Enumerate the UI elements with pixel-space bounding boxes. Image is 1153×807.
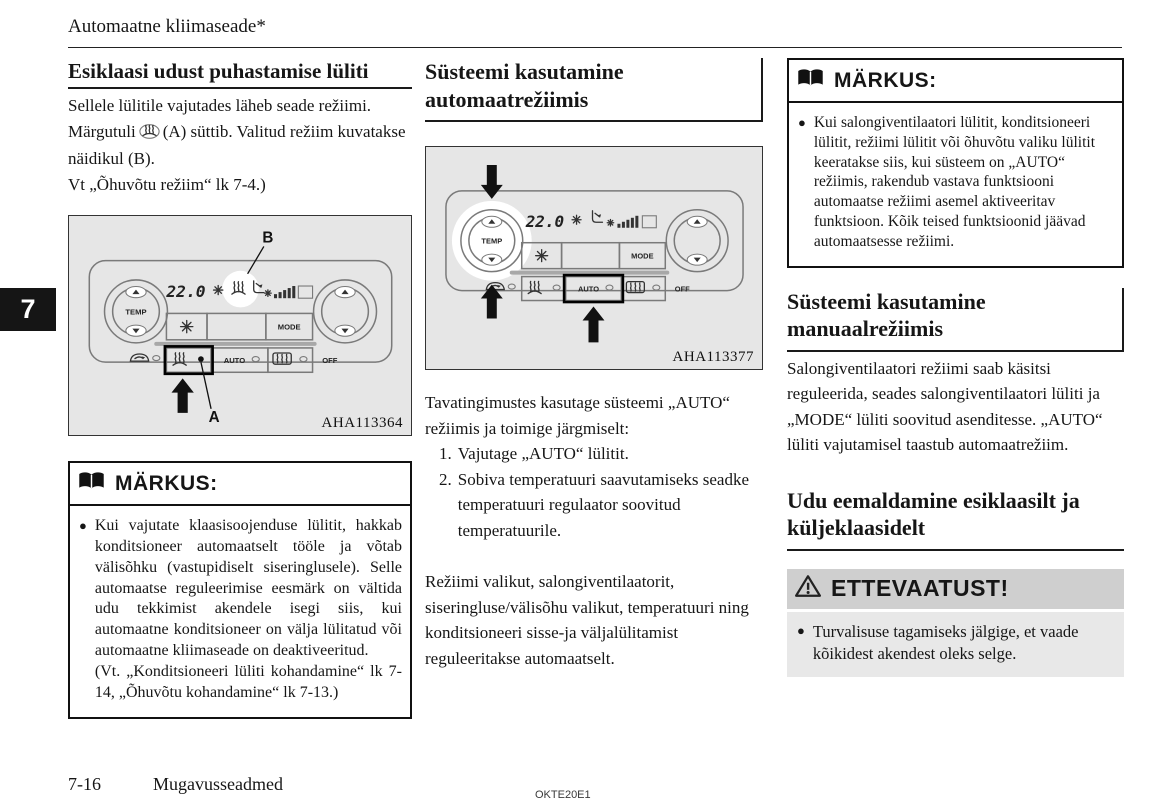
auto-mode-intro: Tavatingimustes kasutage süsteemi „AUTO“ režiimis ja toimige järgmiselt: xyxy=(425,393,730,438)
auto-mode-steps xyxy=(425,441,763,543)
climate-panel-illustration-defog xyxy=(69,216,411,426)
display-area xyxy=(525,211,657,231)
blank-button xyxy=(562,243,620,269)
fan-knob xyxy=(666,210,728,272)
press-arrow xyxy=(172,379,194,414)
note-box-right xyxy=(787,58,1124,268)
ac-indicator-icon xyxy=(214,286,223,295)
defog-button-highlight-box xyxy=(165,347,213,374)
callout-line-a xyxy=(201,362,211,409)
page-header-title: Automaatne kliimaseade* xyxy=(68,16,1122,48)
page-footer xyxy=(68,774,283,795)
caution-title-row xyxy=(787,569,1124,609)
front-defogger-button-icon xyxy=(173,353,186,365)
temp-knob-label: TEMP xyxy=(481,236,503,246)
step-2: 2. Sobiva temperatuuri saavutamiseks seadke temperatuuri regulaator soovitud temperatuurile. xyxy=(439,469,750,540)
caution-box xyxy=(787,569,1124,678)
footer-document-code: OKTE20E1 xyxy=(535,789,591,801)
right-column xyxy=(787,58,1124,677)
mode-button-label: MODE xyxy=(631,251,654,261)
note-title-text: MÄRKUS: xyxy=(115,472,218,496)
airflow-mode-icon xyxy=(593,211,603,222)
ac-button-icon xyxy=(536,250,548,262)
off-button-label: OFF xyxy=(322,356,338,366)
fan-level-bars xyxy=(274,286,295,298)
fan-gauge-outline xyxy=(298,286,312,298)
figure-auto-mode-panel xyxy=(425,146,763,370)
step-1: 1. Vajutage „AUTO“ lülitit. xyxy=(439,444,629,463)
display-temperature: 22.0 xyxy=(166,282,206,302)
mid-button-row xyxy=(522,243,666,269)
fan-indicator-icon xyxy=(607,220,613,226)
caution-text: Turvalisuse tagamiseks jälgige, et vaade kõikidest akendest oleks selge. xyxy=(812,621,1079,664)
front-defogger-button-icon xyxy=(528,281,541,293)
ac-button-icon xyxy=(181,321,193,333)
bullet-icon: ● xyxy=(797,622,805,638)
fan-knob xyxy=(314,280,377,343)
note-title-text: MÄRKUS: xyxy=(834,69,937,92)
auto-mode-outro: Režiimi valikut, salongiventilaatorit, siseringluse/välisõhu valikut, temperatuuri ning konditsioneeri sisse-ja väljalülitamist reguleeritakse automaatselt. xyxy=(425,572,749,668)
footer-section-name: Mugavusseadmed xyxy=(153,774,283,794)
note-box-left xyxy=(68,461,412,719)
temp-knob-label: TEMP xyxy=(125,307,147,317)
temp-down-press-arrow xyxy=(481,165,503,199)
fan-level-bars xyxy=(617,216,638,228)
mid-button-row xyxy=(166,314,312,340)
off-button-label: OFF xyxy=(674,284,690,294)
note-title-row xyxy=(789,60,1122,103)
bullet-icon: ● xyxy=(798,115,806,130)
auto-button-label: AUTO xyxy=(223,356,246,366)
mode-button-label: MODE xyxy=(277,322,301,332)
chapter-tab: 7 xyxy=(0,288,56,331)
note-title-row xyxy=(70,463,410,506)
left-column xyxy=(68,58,412,719)
auto-press-arrow xyxy=(583,307,605,343)
note-body xyxy=(70,506,410,717)
figure-caption: AHA113377 xyxy=(672,349,754,365)
heading-front-defogger-switch: Esiklaasi udust puhastamise lüliti xyxy=(68,58,412,89)
note-body xyxy=(789,103,1122,266)
fan-gauge-outline xyxy=(642,216,656,228)
callout-label-a: A xyxy=(208,409,220,427)
note-text: Kui salongiventilaatori lülitit, konditsioneeri lülitit, režiimi lülitit või õhuvõtu valiku lülitit keeratakse siis, kui süsteem on „AUTO“ režiimis, rakendub vastava funktsiooni automaatse režiimi asemel aktiveeritav funktsioon. Kõik teised funktsioonid jäävad automaatsesse režiimi. xyxy=(813,114,1096,250)
caution-body xyxy=(787,612,1124,678)
note-text: Kui vajutate klaasisoojenduse lülitit, hakkab konditsioneer automaatselt tööle ja võtab välisõhku (vastupidiselt siseringlusele). Selle automaatse reguleerimise eesmärk on vältida udu tekkimist akendele isegi siis, kui automaatne konditsioneer on välja lülitatud või automaatne kliimaseade on deaktiveeritud. xyxy=(94,517,402,660)
auto-button-label: AUTO xyxy=(578,284,600,294)
defogger-indicator-lamp xyxy=(198,356,204,362)
note-reference: (Vt. „Konditsioneeri lüliti kohandamine“ lk 7-14, „Õhuvõtu kohandamine“ lk 7-13.) xyxy=(94,662,402,701)
front-defogger-paragraph: Sellele lülitile vajutades läheb seade režiimi. Märgutuli (A) süttib. Valitud režiim kuvatakse näidikul (B). Vt „Õhuvõtu režiim“ lk 7-4.) xyxy=(68,93,412,197)
recirculation-icon xyxy=(130,354,148,361)
display-temperature: 22.0 xyxy=(525,211,565,231)
warning-triangle-icon xyxy=(795,574,821,604)
bullet-icon: ● xyxy=(79,518,87,534)
heading-auto-mode: Süsteemi kasutamine automaatrežiimis xyxy=(425,58,763,122)
climate-panel-illustration-auto xyxy=(426,147,762,353)
blank-button xyxy=(207,314,266,340)
footer-page-number: 7-16 xyxy=(68,774,101,794)
heading-defog-windows: Udu eemaldamine esiklaasilt ja küljeklaasidelt xyxy=(787,487,1124,551)
heading-manual-mode: Süsteemi kasutamine manuaalrežiimis xyxy=(787,288,1124,352)
front-defogger-icon xyxy=(139,121,160,147)
callout-label-b: B xyxy=(262,229,274,247)
figure-caption: AHA113364 xyxy=(321,415,403,432)
caution-title-text: ETTEVAATUST! xyxy=(831,575,1009,602)
bottom-button-row xyxy=(486,277,690,301)
figure-front-defogger-panel xyxy=(68,215,412,436)
bottom-button-row xyxy=(130,348,337,372)
temp-knob xyxy=(105,280,168,343)
middle-column xyxy=(425,58,763,671)
book-icon xyxy=(78,471,105,497)
ac-indicator-icon xyxy=(572,215,581,224)
book-icon xyxy=(797,68,824,94)
fan-indicator-icon xyxy=(265,290,271,296)
see-also-reference: Vt „Õhuvõtu režiim“ lk 7-4.) xyxy=(68,174,266,194)
manual-mode-paragraph: Salongiventilaatori režiimi saab käsitsi reguleerida, seades salongiventilaatori lüliti ja „MODE“ lüliti soovitud asenditesse. „AUTO“ lüliti vajutamisel taastub automaatrežiim. xyxy=(787,358,1103,455)
